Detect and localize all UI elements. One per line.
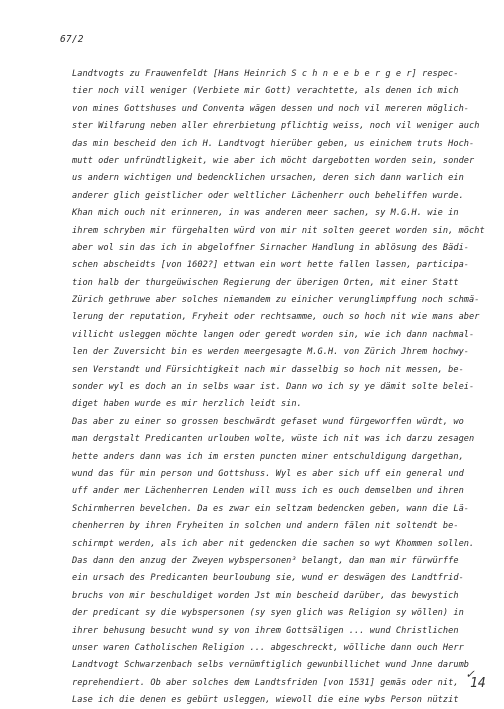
text-line: bruchs von mir beschuldiget worden Jst min bescheid darüber, das bewystich (72, 590, 459, 601)
text-line: anderer glich geistlicher oder weltlicher Lächenherr ouch beheliffen wurde. (72, 190, 464, 201)
page-number: 67/2 (60, 34, 84, 45)
text-line: sen Verstandt und Fürsichtigkeit nach mir dasselbig so hoch nit messen, be- (72, 364, 464, 375)
text-line: von mines Gottshuses und Conventa wägen dessen und noch vil mereren möglich- (72, 103, 470, 114)
text-line: ihrer behusung besucht wund sy von ihrem Gottsäligen ... wund Christlichen (72, 625, 459, 636)
text-line: hette anders dann was ich im ersten puncten miner entschuldigung dargethan, (72, 451, 464, 462)
text-line: Lase ich die denen es gebürt usleggen, wiewoll die eine wybs Person nützit (72, 695, 459, 706)
text-line: ein ursach des Predicanten beurloubung sie, wund er deswägen des Landtfrid- (72, 573, 464, 584)
text-line: schen abscheidts [von 1602?] ettwan ein wort hette fallen lassen, participa- (72, 260, 470, 271)
text-line: reprehendiert. Ob aber solches dem Landtsfriden [von 1531] gemäs oder nit, (72, 677, 459, 688)
text-line: Khan mich ouch nit erinneren, in was anderen meer sachen, sy M.G.H. wie in (72, 208, 459, 219)
text-line: Zürich gethruwe aber solches niemandem zu einicher verunglimpffung noch schmä- (72, 295, 480, 306)
text-line: Schirmherren bevelchen. Da es zwar ein seltzam bedencken geben, wann die Lä- (72, 503, 470, 514)
text-line: Landtvogts zu Frauwenfeldt [Hans Heinrich S c h n e e b e r g e r] respec- (72, 69, 459, 79)
text-line: wund das für min person und Gottshuss. Wyl es aber sich uff ein general und (72, 468, 464, 479)
text-line: schirmpt werden, als ich aber nit gedencken die sachen so wyt Khommen sollen. (72, 538, 475, 549)
text-line: tion halb der thurgeüwischen Regierung der überigen Orten, mit einer Statt (72, 277, 459, 288)
text-line: aber wol sin das ich in abgeloffner Sirnacher Handlung in ablösung des Bädi- (72, 242, 470, 253)
text-line: das min bescheid den ich H. Landtvogt hierüber geben, us einichem truts Hoch- (72, 138, 475, 149)
handwritten-folio-number: 14 (470, 676, 486, 691)
text-line: tier noch vill weniger (Verbiete mir Gott) verachtette, als denen ich mich (72, 86, 459, 97)
text-line: lerung der reputation, Fryheit oder rechtsamme, ouch so hoch nit wie mans aber (72, 312, 480, 323)
text-line: len der Zuversicht bin es werden meergesagte M.G.H. von Zürich Jhrem hochwy- (72, 347, 470, 358)
text-line: chenherren by ihren Fryheiten in solchen und andern fälen nit soltendt be- (72, 521, 459, 532)
handwritten-corner-mark (466, 668, 486, 690)
text-line: Das aber zu einer so grossen beschwärdt gefaset wund fürgeworffen würdt, wo (72, 416, 464, 427)
text-line: man dergstalt Predicanten urlouben wolte, wüste ich nit was ich darzu zesagen (72, 434, 475, 445)
text-line: Landtvogt Schwarzenbach selbs vernümftiglich gewunbillichet wund Jnne darumb (72, 660, 470, 671)
text-line: unser waren Catholischen Religion ... abgeschreckt, wölliche dann ouch Herr (72, 642, 464, 653)
text-line: der predicant sy die wybspersonen (sy syen glich was Religion sy wöllen) in (72, 608, 464, 619)
text-line: Das dann den anzug der Zweyen wybspersonen³ belangt, dan man mir fürwürffe (72, 555, 459, 566)
text-line: sonder wyl es doch an in selbs waar ist. Dann wo ich sy ye dämit solte belei- (72, 382, 475, 393)
text-line: ster Wilfarung neben aller ehrerbietung pflichtig weiss, noch vil weniger auch (72, 121, 480, 132)
text-line: us andern wichtigen und bedencklichen ursachen, deren sich dann warlich ein (72, 173, 464, 184)
text-line: mutt oder unfründtligkeit, wie aber ich möcht dargebotten worden sein, sonder (72, 155, 475, 166)
text-line: ihrem schryben mir fürgehalten würd von mir nit solten geeret worden sin, möcht (72, 225, 485, 236)
text-line: uff ander mer Lächenherren Lenden will muss ich es ouch demselben und ihren (72, 486, 464, 497)
text-line: diget haben wurde es mir herzlich leidt sin. (72, 399, 302, 410)
checkmark-icon: ✓ (466, 667, 474, 682)
text-line: villicht usleggen möchte langen oder geredt worden sin, wie ich dann nachmal- (72, 329, 475, 340)
